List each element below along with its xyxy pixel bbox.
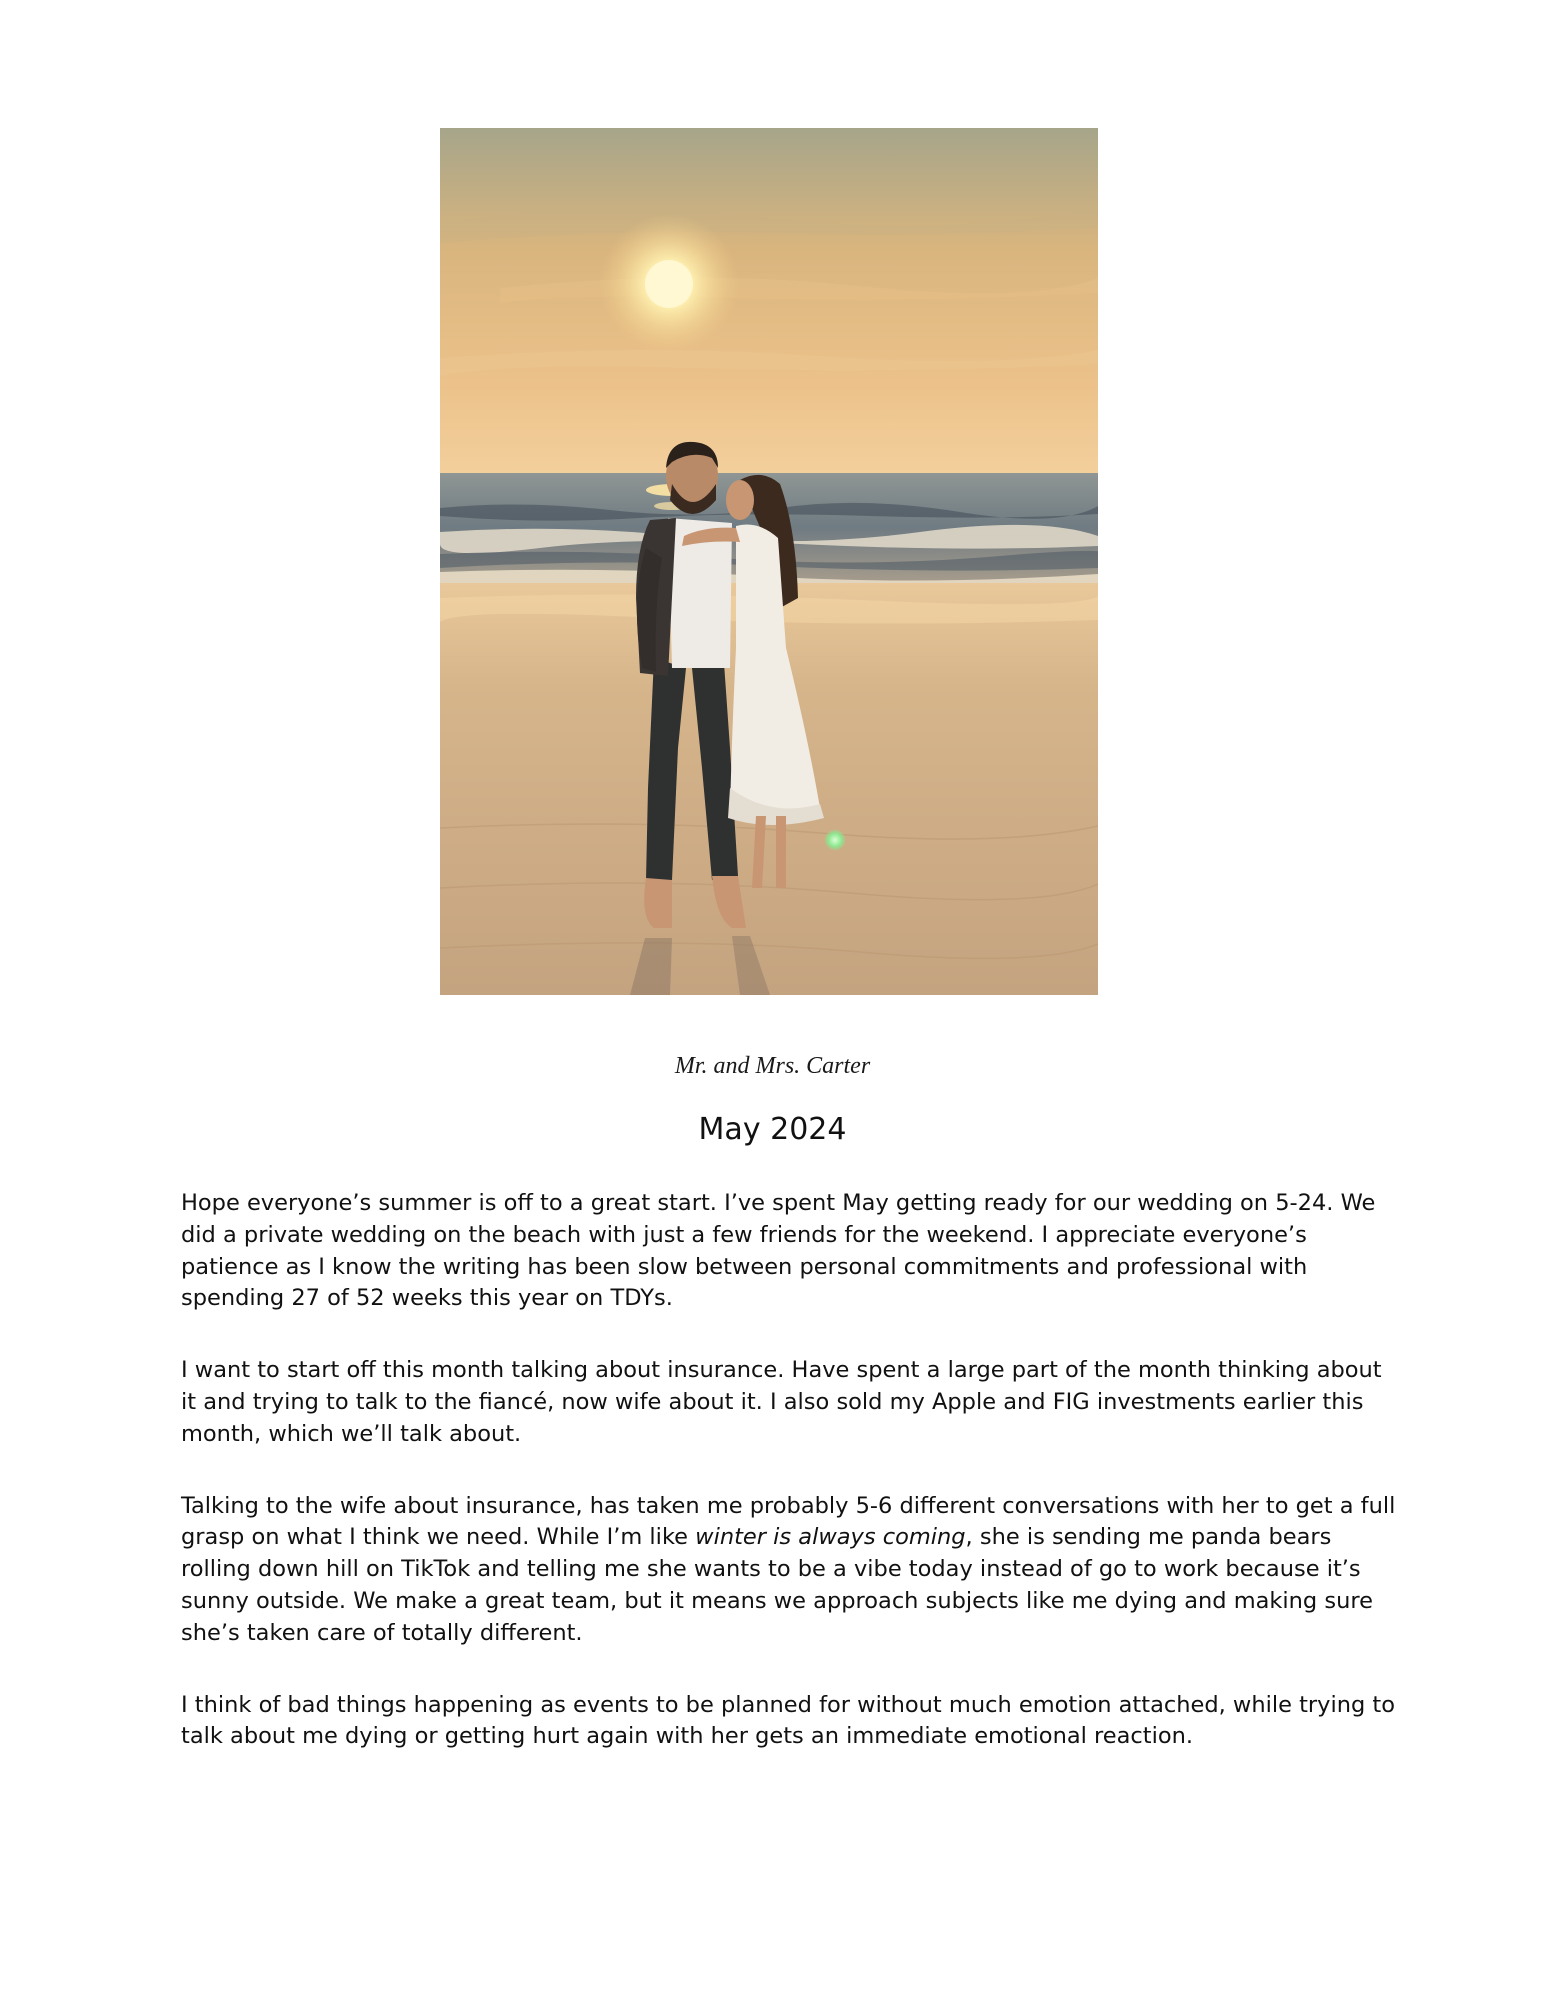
photo-caption: Mr. and Mrs. Carter <box>674 1053 871 1079</box>
paragraph-3-italic: winter is always coming <box>695 1524 966 1551</box>
paragraph-1: Hope everyone’s summer is off to a great start. I’ve spent May getting ready for our wedding on 5-24. We did a private wedding on the beach with just a few friends for the weekend. I appreciate everyone’s patience as I know the writing has been slow between personal commitments and professional with spending 27 of 52 weeks this year on TDYs. <box>181 1190 1376 1312</box>
paragraph-2: I want to start off this month talking about insurance. Have spent a large part of the month thinking about it and trying to talk to the fiancé, now wife about it. I also sold my Apple and FIG investments earlier this month, which we’ll talk about. <box>181 1357 1382 1447</box>
beach-sunset-illustration <box>440 128 1098 995</box>
paragraph-3-after: , she is sending me panda bears rolling down hill on TikTok and telling me she wants to be a vibe today instead of go to work because it’s sunny outside. We make a great team, but it means we approach subjects like me dying and making sure she’s taken care of totally different. <box>181 1524 1373 1646</box>
paragraph-4: I think of bad things happening as events to be planned for without much emotion attached, while trying to talk about me dying or getting hurt again with her gets an immediate emotional reaction. <box>181 1691 1396 1750</box>
paragraph-3-before: Talking to the wife about insurance, has taken me probably 5-6 different conversations with her to get a full grasp on what I think we need. While I’m like <box>181 1492 1396 1551</box>
month-heading: May 2024 <box>698 1112 847 1147</box>
sky <box>440 128 1098 473</box>
paragraph-3 <box>181 1491 1396 1650</box>
lens-flare <box>824 829 846 851</box>
wedding-photo <box>440 128 1098 995</box>
article-body <box>181 1188 1396 1753</box>
